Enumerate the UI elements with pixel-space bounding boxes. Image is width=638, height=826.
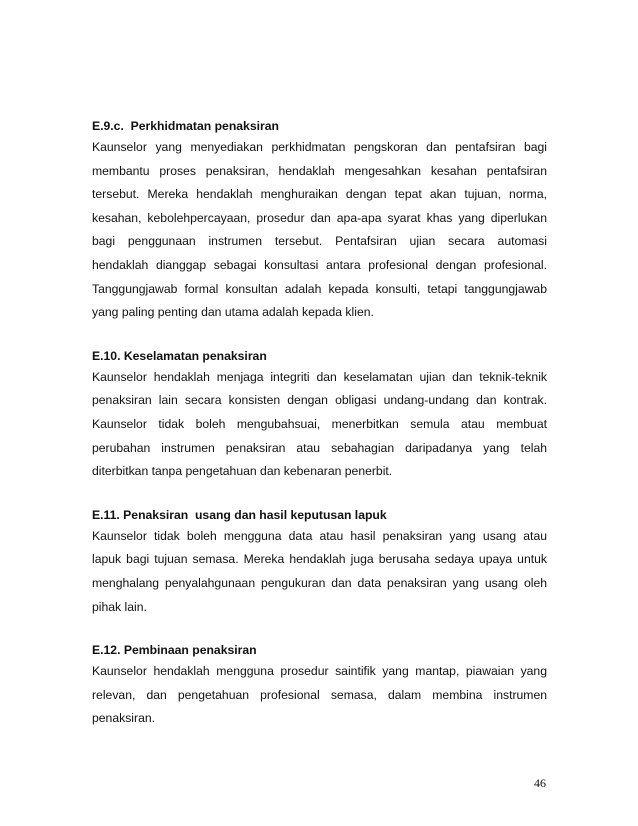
section-paragraph bbox=[92, 660, 547, 731]
paragraph-line: bagi penggunaan instrumen tersebut. Pentafsiran ujian secara automasi bbox=[92, 234, 547, 249]
section-paragraph bbox=[92, 525, 547, 619]
paragraph-line: penaksiran. bbox=[92, 711, 156, 726]
paragraph-line: Kaunselor tidak boleh mengubahsuai, menerbitkan semula atau membuat bbox=[92, 416, 547, 431]
section-paragraph bbox=[92, 136, 547, 325]
paragraph-line: membantu proses penaksiran, hendaklah mengesahkan kesahan pentafsiran bbox=[92, 163, 547, 178]
paragraph-line: diterbitkan tanpa pengetahuan dan kebenaran penerbit. bbox=[92, 464, 393, 479]
paragraph-line: penaksiran lain secara konsisten dengan obligasi undang-undang dan kontrak. bbox=[92, 393, 547, 408]
paragraph-line: lapuk bagi tujuan semasa. Mereka hendaklah juga berusaha sedaya upaya untuk bbox=[92, 552, 547, 567]
section-e10 bbox=[92, 346, 547, 484]
paragraph-line: hendaklah dianggap sebagai konsultasi antara profesional dengan profesional. bbox=[92, 257, 547, 272]
section-heading: E.9.c. Perkhidmatan penaksiran bbox=[92, 119, 279, 133]
paragraph-line: tersebut. Mereka hendaklah menghuraikan dengan tepat akan tujuan, norma, bbox=[92, 187, 547, 202]
section-paragraph bbox=[92, 366, 547, 484]
paragraph-line: Kaunselor hendaklah mengguna prosedur saintifik yang mantap, piawaian yang bbox=[92, 664, 547, 679]
section-heading: E.10. Keselamatan penaksiran bbox=[92, 348, 267, 363]
section-e9c bbox=[92, 116, 547, 325]
paragraph-line: Tanggungjawab formal konsultan adalah kepada konsulti, tetapi tanggungjawab bbox=[92, 281, 547, 296]
paragraph-line: perubahan instrumen penaksiran atau sebahagian daripadanya yang telah bbox=[92, 440, 547, 455]
section-heading: E.11. Penaksiran usang dan hasil keputusan lapuk bbox=[92, 507, 387, 522]
paragraph-line: kesahan, kebolehpercayaan, prosedur dan apa-apa syarat khas yang diperlukan bbox=[92, 210, 547, 225]
section-e12 bbox=[92, 640, 547, 731]
page-content bbox=[92, 116, 547, 752]
paragraph-line: Kaunselor tidak boleh mengguna data atau hasil penaksiran yang usang atau bbox=[92, 528, 547, 543]
paragraph-line: yang paling penting dan utama adalah kepada klien. bbox=[92, 305, 374, 320]
page-number: 46 bbox=[534, 776, 546, 790]
paragraph-line: menghalang penyalahgunaan pengukuran dan data penaksiran yang usang oleh bbox=[92, 575, 547, 590]
paragraph-line: Kaunselor hendaklah menjaga integriti dan keselamatan ujian dan teknik-teknik bbox=[92, 369, 547, 384]
paragraph-line: pihak lain. bbox=[92, 599, 147, 614]
paragraph-line: Kaunselor yang menyediakan perkhidmatan pengskoran dan pentafsiran bagi bbox=[92, 140, 547, 154]
section-e11 bbox=[92, 505, 547, 619]
section-heading: E.12. Pembinaan penaksiran bbox=[92, 643, 257, 658]
paragraph-line: relevan, dan pengetahuan profesional semasa, dalam membina instrumen bbox=[92, 687, 547, 702]
